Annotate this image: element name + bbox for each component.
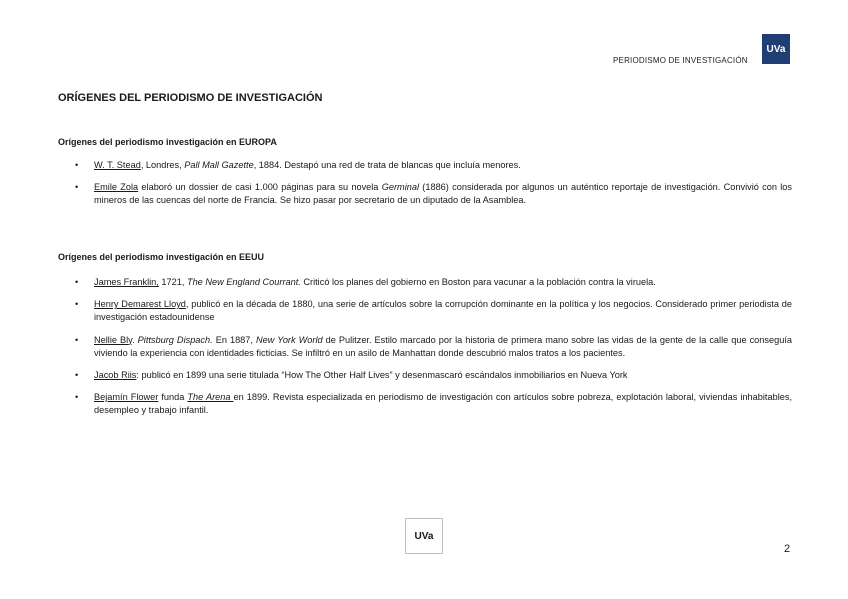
item-text: : publicó en 1899 una serie titulada “How The Other Half Lives” y desenmascaró escándalos inmobiliarios en Nueva York — [136, 370, 628, 381]
person-name: Jacob Riis — [94, 370, 137, 381]
page-number: 2 — [784, 543, 791, 555]
person-name: Bejamín Flower — [94, 392, 159, 403]
section-heading-eeuu: Orígenes del periodismo investigación en EEUU — [58, 252, 265, 262]
list-item — [58, 181, 792, 207]
bullet-icon: • — [75, 334, 79, 345]
person-name: W. T. Stead — [94, 160, 141, 170]
item-text: (1886) considerada por algunos un auténtico reportaje de investigación. Convivió con los mineros de las cuencas del norte de Francia. Se hizo pasar por secretario de un diputado de la Asamblea. — [94, 182, 792, 206]
uva-logo-top: UVa — [762, 34, 790, 64]
bullet-icon: • — [75, 370, 79, 381]
bullet-icon: • — [75, 392, 79, 403]
person-name: James Franklin, — [94, 277, 159, 287]
publication-name: Pall Mall Gazette — [184, 160, 254, 170]
list-item — [58, 391, 792, 417]
bullet-icon: • — [75, 299, 79, 310]
list-item — [58, 334, 792, 360]
list-item — [58, 276, 792, 289]
item-text: , Londres, — [140, 160, 185, 170]
section-heading-europa: Orígenes del periodismo investigación en EUROPA — [58, 137, 277, 147]
publication-name: Germinal — [381, 182, 419, 193]
person-name: Nellie Bly — [94, 334, 133, 345]
item-text: elaboró un dossier de casi 1.000 páginas para su novela — [138, 182, 382, 193]
list-item — [58, 298, 792, 324]
bullet-icon: • — [75, 160, 79, 170]
item-text: , publicó en la década de 1880, una serie de artículos sobre la corrupción dominante en la política y los negocios. Considerado primer periodista de investigación estadounidense — [94, 299, 792, 323]
item-text: , 1884. Destapó una red de trata de blancas que incluía menores. — [253, 160, 521, 170]
publication-name: The New England Courrant. — [186, 277, 301, 287]
publication-name: The Arena — [187, 392, 234, 403]
item-text: en 1899. Revista especializada en periodismo de investigación con artículos sobre pobreza, explotación laboral, viviendas inhabitables, desempleo y trabajo infantil. — [94, 392, 793, 416]
item-text: Criticó los planes del gobierno en Boston para vacunar a la población contra la viruela. — [300, 277, 656, 287]
person-name: Emile Zola — [94, 182, 139, 193]
uva-logo-bottom: UVa — [405, 518, 443, 554]
list-item — [58, 369, 792, 382]
list-item — [58, 159, 792, 172]
bullet-list-eeuu — [58, 276, 792, 427]
bullet-list-europa — [58, 159, 792, 217]
bullet-icon: • — [75, 182, 79, 193]
item-text: 1721, — [158, 277, 187, 287]
bullet-icon: • — [75, 277, 79, 287]
page-title: ORÍGENES DEL PERIODISMO DE INVESTIGACIÓN — [58, 92, 323, 104]
publication-name: Pittsburg Dispach. — [137, 334, 213, 345]
running-header: PERIODISMO DE INVESTIGACIÓN — [613, 56, 748, 65]
item-text: En 1887, — [212, 334, 256, 345]
item-text: . — [132, 334, 138, 345]
publication-name: New York World — [255, 334, 323, 345]
person-name: Henry Demarest Lloyd — [94, 299, 186, 310]
item-text: de Pulitzer. Estilo marcado por la historia de primera mano sobre las vidas de la gente de la calle que conseguía viviendo la experiencia con identidades ficticias. Se infiltró en un asilo de Manhattan donde descubrió malos tratos a los pacientes. — [94, 334, 792, 358]
item-text: funda — [158, 392, 188, 403]
